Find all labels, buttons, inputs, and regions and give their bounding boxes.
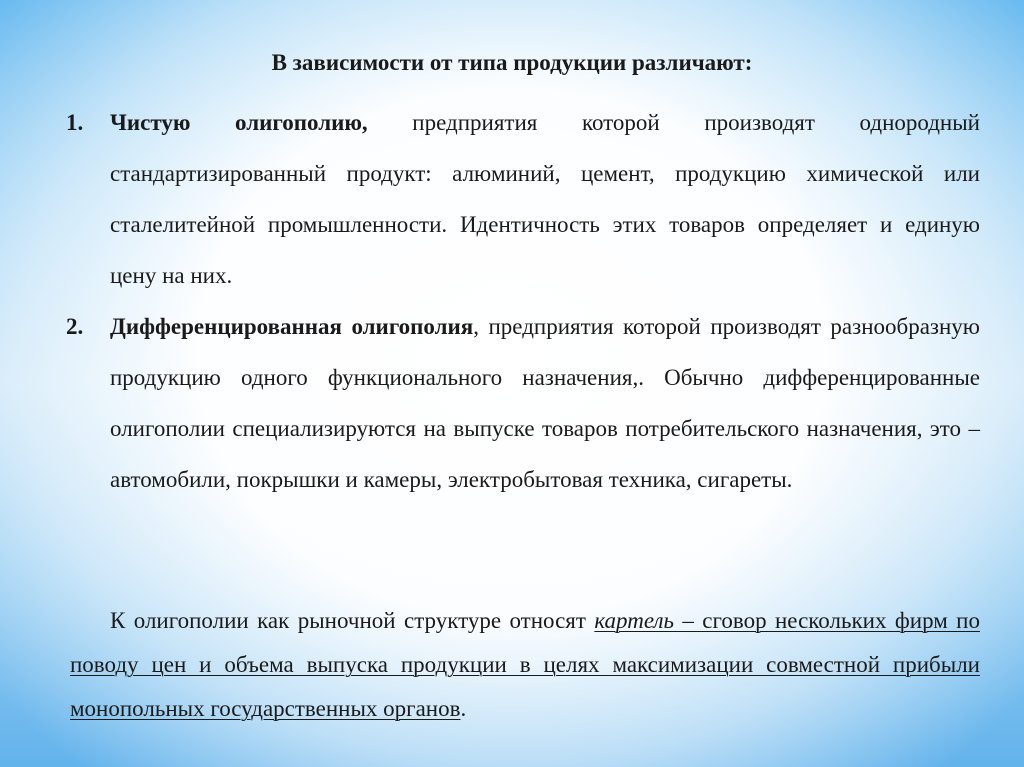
note-suffix: . [460,696,467,721]
item-number: 2. [66,314,84,339]
item-text: , предприятия которой производят разнообразную продукцию одного функционального назначения,. Обычно дифференцированные олигополии специализируются на выпуске товаров потребительского назначения, это – автомобили, покрышки и камеры, электробытовая техника, сигареты. [110,314,980,492]
cartel-note [70,599,980,731]
note-term: картель [594,608,674,633]
list-item-differentiated-oligopoly [66,301,980,505]
item-term: Чистую олигополию, [110,110,368,135]
item-term: Дифференцированная олигополия [110,314,474,339]
item-text: предприятия которой производят однородный стандартизированный продукт: алюминий, цемент, продукцию химической или сталелитейной промышленности. Идентичность этих товаров определяет и единую цену на них. [110,110,980,288]
slide-title: В зависимости от типа продукции различают: [271,50,753,75]
item-body [110,301,980,505]
list-item-pure-oligopoly [66,97,980,301]
item-number: 1. [66,110,84,135]
item-body [110,97,980,301]
note-definition: – сговор нескольких фирм по поводу цен и объема выпуска продукции в целях максимизации совместной прибыли монопольных государственных органов [70,608,980,721]
note-prefix: К олигополии как рыночной структуре относят [110,608,595,633]
